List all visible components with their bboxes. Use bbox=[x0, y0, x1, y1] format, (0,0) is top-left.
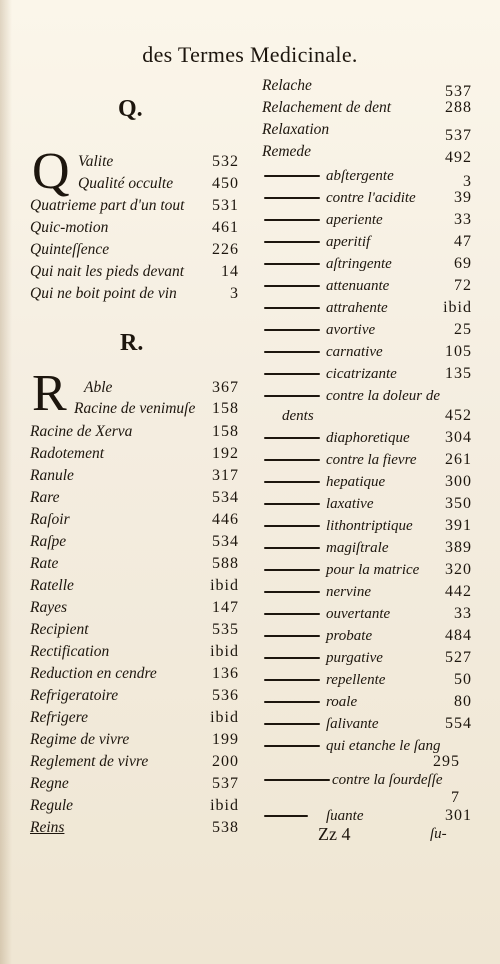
ditto-rule bbox=[264, 175, 320, 177]
ditto-rule bbox=[264, 241, 320, 243]
ditto-rule bbox=[264, 745, 320, 747]
ditto-rule bbox=[264, 459, 320, 461]
ditto-rule bbox=[264, 437, 320, 439]
ditto-rule bbox=[264, 591, 320, 593]
dropcap-r: R bbox=[32, 365, 67, 422]
ditto-rule bbox=[264, 657, 320, 659]
ditto-rule bbox=[264, 503, 320, 505]
ditto-rule bbox=[264, 525, 320, 527]
ditto-rule bbox=[264, 481, 320, 483]
ditto-rule bbox=[264, 779, 330, 781]
page-gutter-shadow bbox=[0, 0, 12, 964]
running-header: des Termes Medicinale. bbox=[142, 42, 358, 67]
dropcap-q: Q bbox=[32, 143, 70, 200]
ditto-rule bbox=[264, 613, 320, 615]
ditto-rule bbox=[264, 219, 320, 221]
catchword: ſu- bbox=[430, 826, 447, 842]
ditto-rule bbox=[264, 547, 320, 549]
ditto-rule bbox=[264, 329, 320, 331]
ditto-rule bbox=[264, 351, 320, 353]
ditto-rule bbox=[264, 197, 320, 199]
section-heading-q: Q. bbox=[118, 96, 143, 122]
ditto-rule bbox=[264, 285, 320, 287]
ditto-rule bbox=[264, 635, 320, 637]
ditto-rule bbox=[264, 373, 320, 375]
section-heading-r: R. bbox=[120, 330, 144, 356]
ditto-rule bbox=[264, 307, 320, 309]
ditto-rule bbox=[264, 679, 320, 681]
signature-mark: Zz 4 bbox=[318, 824, 351, 844]
ditto-rule bbox=[264, 263, 320, 265]
ditto-rule bbox=[264, 701, 320, 703]
ditto-rule bbox=[264, 815, 308, 817]
ditto-rule bbox=[264, 723, 320, 725]
book-page: des Termes Medicinale. Q. Q Valite 532 Qualité occulte 450 Quatrieme part d'un tout 531 Quic-motion 461 Quinteſſence 226 Qui nait les pieds devant 14 Qui ne boit point de vin 3 R. R Able 367 Racine de venimuſe 158 Racine de Xerva 158 Radotement 192 Ranule 317 Rare 534 Raſoir 446 Raſpe 534 Rate 588 Ratelle ibid Rayes 147 Recipient 535 Rectification ibid Reduction en cendre 136 Refrigeratoire 536 Refrigere ibid Regime de vivre 199 Reglement de vivre 200 Regne 537 Regule ibid Reins 538 Relache 537 Relachement de dent 288 Relaxation 537 Remede 492 abſtergente 3 contre l'acidite 39 aperiente 33 aperitif 47 aſtringente 69 attenuante 72 attrahente ibid avortive 25 carnative 105 cicatrizante 135 contre la doleur de dents 452 diaphoretique 304 contre la fievre 261 hepatique 300 laxative 350 lithontriptique 391 magiſtrale 389 pour la matrice 320 nervine 442 ouvertante 33 probate 484 purgative 527 repellente 50 roale 80 ſalivante 554 qui etanche le ſang 295 contre la ſourdeſſe 7 ſuante 301 Zz 4 ſu- bbox=[0, 0, 500, 964]
ditto-rule bbox=[264, 395, 320, 397]
ditto-rule bbox=[264, 569, 320, 571]
